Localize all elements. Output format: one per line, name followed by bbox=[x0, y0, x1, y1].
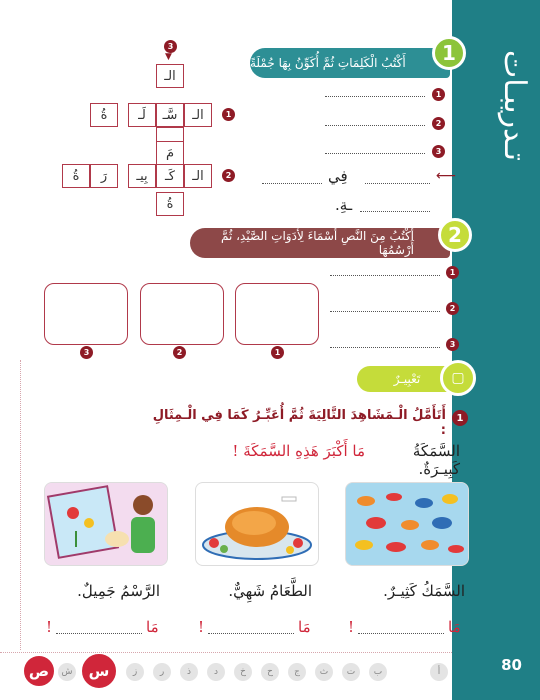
exclaim-line-1[interactable] bbox=[358, 632, 444, 634]
sentence-line-a[interactable] bbox=[365, 182, 430, 184]
tool-marker-2: 2 bbox=[446, 302, 459, 315]
crossword-cell[interactable]: مَ bbox=[156, 141, 184, 165]
box-label-3: 3 bbox=[80, 346, 93, 359]
tool-line-2[interactable] bbox=[330, 310, 440, 312]
fish-illustration bbox=[346, 483, 468, 565]
section-title: تـدريبـات bbox=[497, 49, 532, 161]
drawing-box-2[interactable] bbox=[140, 283, 224, 345]
margin-dotted-line bbox=[20, 360, 21, 650]
sentence-line-b[interactable] bbox=[262, 182, 322, 184]
answer-excl-1: ! bbox=[348, 618, 355, 636]
crossword-cell[interactable]: كَـ bbox=[156, 164, 184, 188]
answer-excl-3: ! bbox=[46, 618, 53, 636]
letter-circle[interactable]: ت bbox=[342, 663, 360, 681]
crossword-cell[interactable]: ةُ bbox=[90, 103, 118, 127]
painting-scene-image bbox=[44, 482, 168, 566]
tool-line-3[interactable] bbox=[330, 346, 440, 348]
expression-marker: 1 bbox=[452, 410, 468, 426]
letter-circle[interactable]: د bbox=[207, 663, 225, 681]
letter-circle[interactable]: ح bbox=[261, 663, 279, 681]
tool-marker-3: 3 bbox=[446, 338, 459, 351]
sentence-word: فِي bbox=[328, 167, 348, 185]
answer-line-1[interactable] bbox=[325, 95, 425, 97]
crossword-cell[interactable]: رَ bbox=[90, 164, 118, 188]
letter-circle[interactable]: أ bbox=[430, 663, 448, 681]
exclaim-line-3[interactable] bbox=[56, 632, 142, 634]
boy-painting-illustration bbox=[45, 483, 167, 565]
letter-circle[interactable]: ر bbox=[153, 663, 171, 681]
crossword-cell[interactable]: ةُ bbox=[62, 164, 90, 188]
answer-excl-2: ! bbox=[198, 618, 205, 636]
letter-highlight-sad[interactable]: ص bbox=[24, 656, 54, 686]
footer-divider bbox=[0, 652, 452, 654]
answer-ma-2: مَا bbox=[298, 618, 311, 636]
sentence-end: ـةِ. bbox=[335, 196, 353, 214]
tool-marker-1: 1 bbox=[446, 266, 459, 279]
answer-line-2[interactable] bbox=[325, 124, 425, 126]
marker-2: 2 bbox=[432, 117, 445, 130]
crossword-cell[interactable]: الـ bbox=[156, 64, 184, 88]
speech-bubble-icon: ▢ bbox=[440, 360, 476, 396]
crossword-col-marker: 3 bbox=[164, 40, 177, 53]
box-label-2: 2 bbox=[173, 346, 186, 359]
expression-tag-label: تَعْبِيـرٌ bbox=[393, 372, 421, 386]
page-number: 80 bbox=[501, 656, 522, 674]
exercise2-number: 2 bbox=[438, 218, 472, 252]
crossword-row1-marker: 1 bbox=[222, 108, 235, 121]
exclaim-line-2[interactable] bbox=[208, 632, 294, 634]
answer-line-3[interactable] bbox=[325, 152, 425, 154]
example-answer: مَا أَكْبَرَ هَذِهِ السَّمَكَةَ ! bbox=[232, 442, 365, 460]
answer-ma-3: مَا bbox=[146, 618, 159, 636]
answer-ma-1: مَا bbox=[448, 618, 461, 636]
sentence-line-c[interactable] bbox=[360, 210, 430, 212]
letter-circle[interactable]: خ bbox=[234, 663, 252, 681]
scene-sentence-3: الرَّسْمُ جَمِيلٌ. bbox=[77, 582, 160, 600]
food-scene-image bbox=[195, 482, 319, 566]
exercise2-instruction: أَكْتُبُ مِنَ النَّصِ أَسْمَاءَ لِأَدَوَاتِ الصَّيْدِ، ثُمَّ أَرْسُمُهَا bbox=[221, 229, 414, 257]
scene-sentence-1: السَّمَكُ كَثِيـرٌ. bbox=[383, 582, 465, 600]
box-label-1: 1 bbox=[271, 346, 284, 359]
crossword-cell[interactable]: سَّـ bbox=[156, 103, 184, 127]
crossword-cell[interactable]: الـ bbox=[184, 164, 212, 188]
scene-sentence-2: الطَّعَامُ شَهِيٌّ. bbox=[228, 582, 312, 600]
exercise1-number: 1 bbox=[432, 36, 466, 70]
exercise1-header bbox=[250, 48, 450, 78]
marker-3: 3 bbox=[432, 145, 445, 158]
exercise2-header bbox=[190, 228, 450, 258]
arrow-left-icon: ⟵ bbox=[436, 168, 457, 184]
example-sentence: السَّمَكَةُ كَبِيـرَةٌ. bbox=[412, 442, 460, 478]
tool-line-1[interactable] bbox=[330, 274, 440, 276]
crossword-cell[interactable]: الـ bbox=[184, 103, 212, 127]
exercise1-instruction: أَكْتُبُ الْكَلِمَاتِ ثُمَّ أُكَوِّنُ بِهَا جُمْلَةً bbox=[250, 56, 406, 70]
crossword-cell[interactable]: بِيـ bbox=[128, 164, 156, 188]
letter-circle[interactable]: ب bbox=[369, 663, 387, 681]
marker-1: 1 bbox=[432, 88, 445, 101]
letter-highlight-sin[interactable]: س bbox=[82, 654, 116, 688]
letter-circle[interactable]: ز bbox=[126, 663, 144, 681]
letter-circle[interactable]: ج bbox=[288, 663, 306, 681]
letter-circle[interactable]: ث bbox=[315, 663, 333, 681]
letter-circle[interactable]: ذ bbox=[180, 663, 198, 681]
crossword-cell[interactable]: ةُ bbox=[156, 192, 184, 216]
roast-chicken-illustration bbox=[196, 483, 318, 565]
expression-instruction: أَتَأَمَّلُ الْـمَشَاهِدَ التَّالِيَةَ ثُمَّ أُعَبِّـرُ كَمَا فِي الْـمِثَالِ : bbox=[152, 408, 446, 438]
drawing-box-1[interactable] bbox=[235, 283, 319, 345]
drawing-box-3[interactable] bbox=[44, 283, 128, 345]
arrow-down-icon: ▼ bbox=[165, 52, 172, 62]
letter-circle[interactable]: ش bbox=[58, 663, 76, 681]
fish-scene-image bbox=[345, 482, 469, 566]
crossword-row2-marker: 2 bbox=[222, 169, 235, 182]
crossword-cell[interactable]: لَـ bbox=[128, 103, 156, 127]
